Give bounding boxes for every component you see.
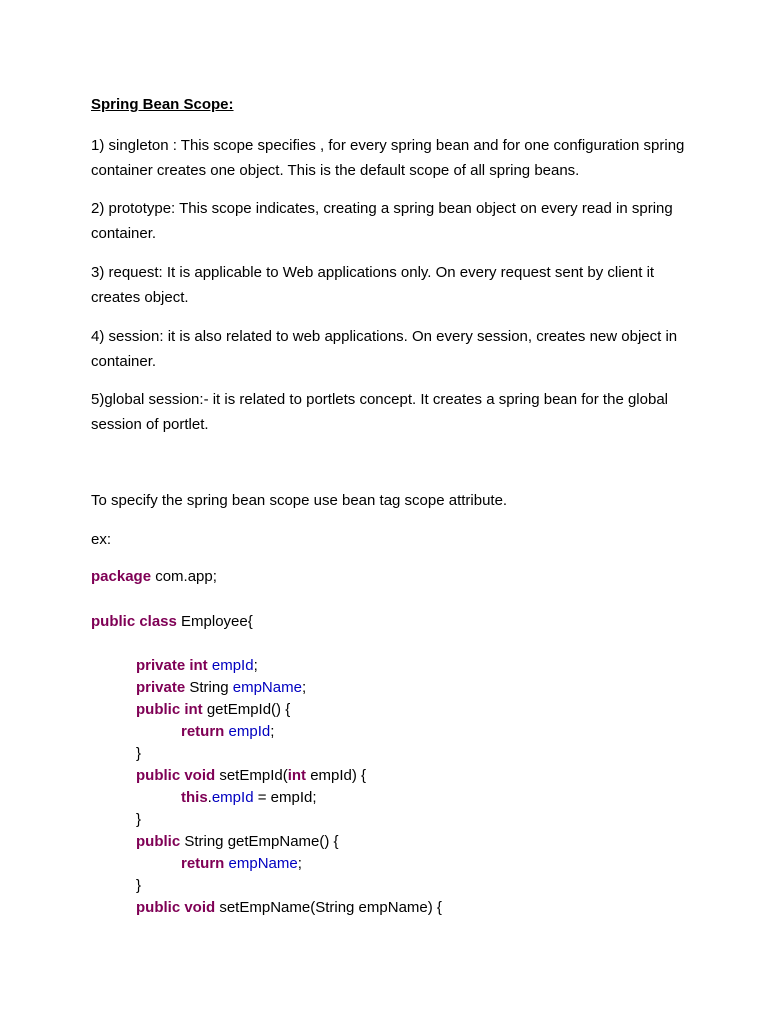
code-field: empId xyxy=(211,657,254,674)
code-text: setEmpId( xyxy=(215,767,288,784)
scope-prototype: 2) prototype: This scope indicates, creating a spring bean object on every read in spring container. xyxy=(91,200,673,242)
code-line xyxy=(91,853,442,875)
code-line xyxy=(91,809,442,831)
code-line xyxy=(91,875,442,897)
class-name: Employee{ xyxy=(176,613,253,630)
code-text: setEmpName(String empName) { xyxy=(215,899,442,916)
code-text: } xyxy=(136,877,142,894)
code-text: . xyxy=(207,789,212,806)
section-heading: Spring Bean Scope: xyxy=(91,96,234,113)
code-field: empName xyxy=(232,679,302,696)
code-keyword: return xyxy=(181,855,225,872)
code-keyword: private int xyxy=(136,657,208,674)
code-text: String getEmpName() { xyxy=(180,833,339,850)
code-keyword: private xyxy=(136,679,186,696)
code-field: empId xyxy=(228,723,271,740)
code-text: String xyxy=(185,679,233,696)
class-declaration xyxy=(91,612,253,632)
code-keyword: return xyxy=(181,723,225,740)
code-text: empId) { xyxy=(306,767,367,784)
code-line xyxy=(91,787,442,809)
package-name: com.app; xyxy=(151,568,217,585)
code-keyword: public int xyxy=(136,701,203,718)
class-keyword: public class xyxy=(91,613,177,630)
code-keyword: public void xyxy=(136,767,216,784)
scope-request: 3) request: It is applicable to Web applications only. On every request sent by client it creates object. xyxy=(91,264,655,306)
example-label: ex: xyxy=(91,531,112,548)
code-keyword: public xyxy=(136,833,181,850)
code-text: } xyxy=(136,811,142,828)
code-text: = empId; xyxy=(253,789,317,806)
code-line xyxy=(91,699,442,721)
code-text: ; xyxy=(253,657,258,674)
code-text: } xyxy=(136,745,142,762)
code-block xyxy=(91,655,442,919)
scope-singleton: 1) singleton : This scope specifies , for every spring bean and for one configuration spring container creates one object. This is the default scope of all spring beans. xyxy=(91,137,685,179)
code-line xyxy=(91,677,442,699)
package-keyword: package xyxy=(91,568,152,585)
package-declaration xyxy=(91,567,217,587)
code-field: empId xyxy=(211,789,254,806)
code-line xyxy=(91,743,442,765)
code-line xyxy=(91,655,442,677)
specify-scope-text: To specify the spring bean scope use bean tag scope attribute. xyxy=(91,492,508,509)
code-text: ; xyxy=(270,723,275,740)
code-field: empName xyxy=(228,855,298,872)
code-keyword: public void xyxy=(136,899,216,916)
scope-session: 4) session: it is also related to web applications. On every session, creates new object in container. xyxy=(91,328,678,370)
code-line xyxy=(91,721,442,743)
code-keyword: this xyxy=(181,789,208,806)
code-line xyxy=(91,831,442,853)
code-text: getEmpId() { xyxy=(202,701,291,718)
code-text: ; xyxy=(301,679,307,696)
code-line xyxy=(91,765,442,787)
code-text: ; xyxy=(297,855,302,872)
code-keyword: int xyxy=(287,767,307,784)
scope-global-session: 5)global session:- it is related to portlets concept. It creates a spring bean for the global session of portlet. xyxy=(91,391,668,433)
code-line xyxy=(91,897,442,919)
